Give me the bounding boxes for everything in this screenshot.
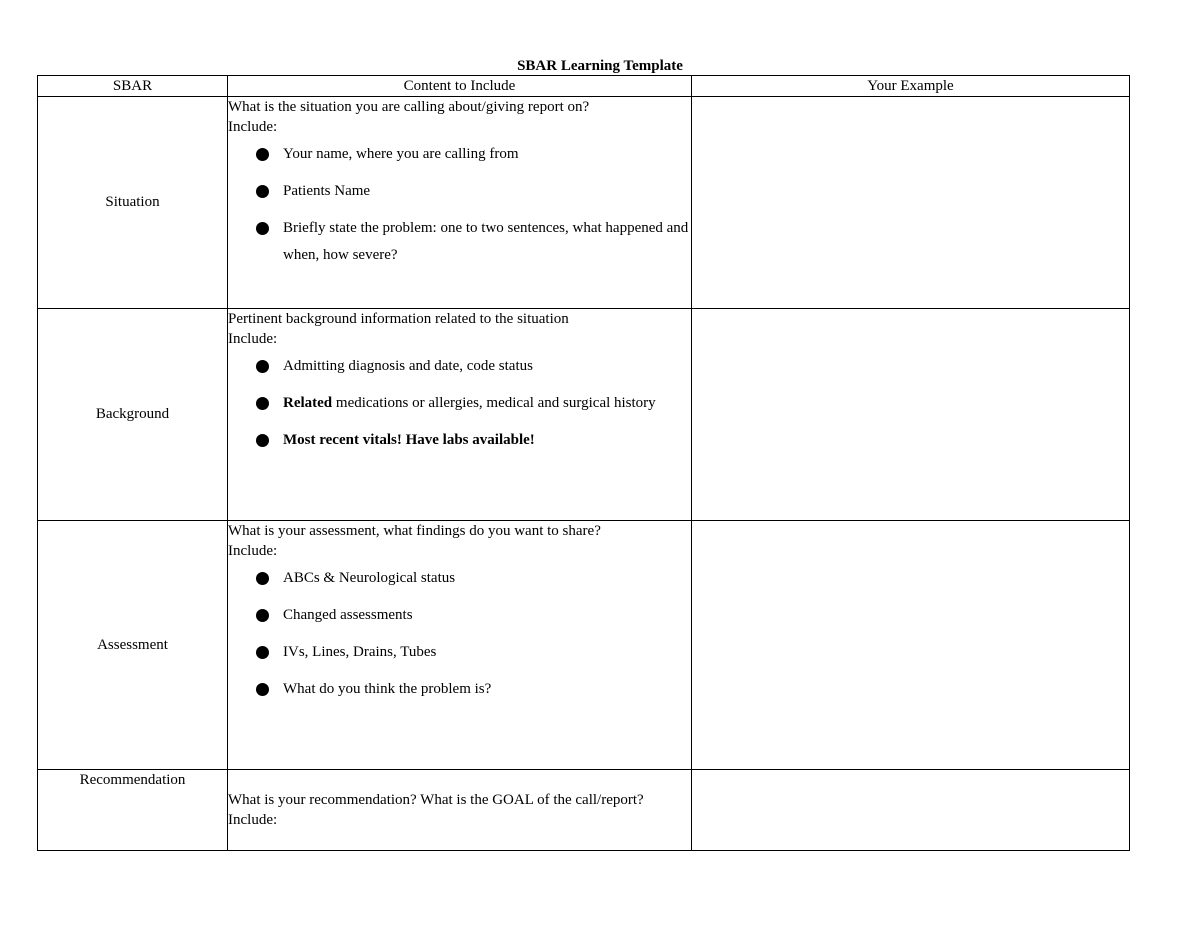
row-background: [38, 309, 1130, 521]
list-item: [256, 602, 691, 629]
document-title: SBAR Learning Template: [517, 58, 683, 74]
bullet-icon: [256, 222, 269, 235]
list-item: [256, 390, 691, 417]
bullet-icon: [256, 360, 269, 373]
bullet-text: Briefly state the problem: one to two sentences, what happened and when, how severe?: [283, 220, 689, 263]
bullet-icon: [256, 609, 269, 622]
list-item: [256, 676, 691, 703]
list-item: [256, 427, 691, 454]
assessment-bullets: [228, 565, 691, 703]
header-sbar: SBAR: [38, 76, 228, 97]
list-item: [256, 141, 691, 168]
bullet-text: medications or allergies, medical and surgical history: [332, 395, 656, 411]
content-recommendation: [228, 770, 692, 851]
header-row: [38, 76, 1130, 97]
label-assessment: Assessment: [38, 521, 228, 770]
row-recommendation: [38, 770, 1130, 851]
row-assessment: [38, 521, 1130, 770]
bullet-text: Your name, where you are calling from: [283, 146, 519, 162]
example-recommendation[interactable]: [692, 770, 1130, 851]
content-situation: [228, 97, 692, 309]
bullet-text: Admitting diagnosis and date, code status: [283, 358, 533, 374]
header-example: Your Example: [692, 76, 1130, 97]
situation-bullets: [228, 141, 691, 269]
bullet-icon: [256, 397, 269, 410]
bullet-icon: [256, 683, 269, 696]
bullet-icon: [256, 185, 269, 198]
assessment-include: Include:: [228, 543, 278, 559]
label-background: Background: [38, 309, 228, 521]
list-item: [256, 565, 691, 592]
situation-intro: What is the situation you are calling about/giving report on?: [228, 99, 590, 115]
bullet-icon: [256, 148, 269, 161]
content-background: [228, 309, 692, 521]
content-assessment: [228, 521, 692, 770]
background-bullets: [228, 353, 691, 454]
list-item: [256, 215, 691, 269]
header-content: Content to Include: [228, 76, 692, 97]
label-situation: Situation: [38, 97, 228, 309]
list-item: [256, 353, 691, 380]
bullet-text: What do you think the problem is?: [283, 681, 492, 697]
bullet-icon: [256, 572, 269, 585]
bullet-text: ABCs & Neurological status: [283, 570, 456, 586]
list-item: [256, 639, 691, 666]
background-include: Include:: [228, 331, 278, 347]
bullet-icon: [256, 434, 269, 447]
bullet-text: Changed assessments: [283, 607, 413, 623]
recommendation-include: Include:: [228, 812, 278, 828]
row-situation: [38, 97, 1130, 309]
example-situation[interactable]: [692, 97, 1130, 309]
example-assessment[interactable]: [692, 521, 1130, 770]
sbar-table: [37, 75, 1130, 851]
bullet-text: IVs, Lines, Drains, Tubes: [283, 644, 437, 660]
recommendation-intro: What is your recommendation? What is the GOAL of the call/report?: [228, 792, 644, 808]
situation-include: Include:: [228, 119, 278, 135]
bullet-icon: [256, 646, 269, 659]
list-item: [256, 178, 691, 205]
example-background[interactable]: [692, 309, 1130, 521]
label-recommendation: Recommendation: [38, 770, 228, 851]
assessment-intro: What is your assessment, what findings do you want to share?: [228, 523, 601, 539]
bullet-bold-text: Most recent vitals! Have labs available!: [283, 432, 535, 448]
background-intro: Pertinent background information related to the situation: [228, 311, 569, 327]
bullet-text: Patients Name: [283, 183, 371, 199]
bullet-bold-text: Related: [283, 395, 333, 411]
